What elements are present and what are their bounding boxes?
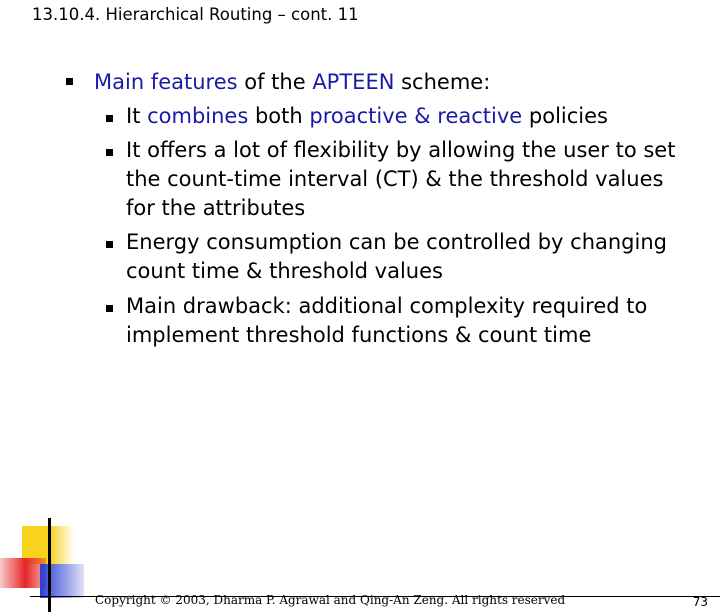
- footer-copyright: Copyright © 2003, Dharma P. Agrawal and Qing-An Zeng. All rights reserved: [95, 593, 566, 607]
- slide-title: 13.10.4. Hierarchical Routing – cont. 11: [32, 5, 359, 24]
- main-features-phrase: Main features: [94, 70, 238, 94]
- decor-blue-block: [40, 564, 84, 598]
- sub1-text-c: policies: [522, 104, 608, 128]
- main-bullet-marker: [66, 78, 73, 85]
- sub-bullet-marker-2: [106, 149, 113, 156]
- apteen-term: APTEEN: [312, 70, 395, 94]
- decor-vertical-line: [48, 518, 51, 612]
- sub-bullet-marker-3: [106, 241, 113, 248]
- sub-bullet-text-1: [126, 102, 686, 131]
- sub-bullet-text-3: Energy consumption can be controlled by changing count time & threshold values: [126, 230, 667, 283]
- page-number: 73: [692, 595, 708, 609]
- main-text-tail: scheme:: [394, 70, 491, 94]
- main-text-connector: of the: [237, 70, 313, 94]
- sub-bullet-text-2: It offers a lot of flexibility by allowing the user to set the count-time interval (CT) & the threshold values for the attributes: [126, 138, 676, 220]
- sub1-text-a: It: [126, 104, 148, 128]
- combines-word: combines: [147, 104, 249, 128]
- sub1-text-b: both: [248, 104, 310, 128]
- sub-bullet-marker-1: [106, 115, 113, 122]
- decor-yellow-fade: [50, 526, 74, 564]
- proactive-reactive-phrase: proactive & reactive: [309, 104, 523, 128]
- main-bullet-text: [94, 68, 490, 97]
- sub-bullet-text-4: Main drawback: additional complexity required to implement threshold functions & count time: [126, 294, 648, 347]
- sub-bullet-marker-4: [106, 305, 113, 312]
